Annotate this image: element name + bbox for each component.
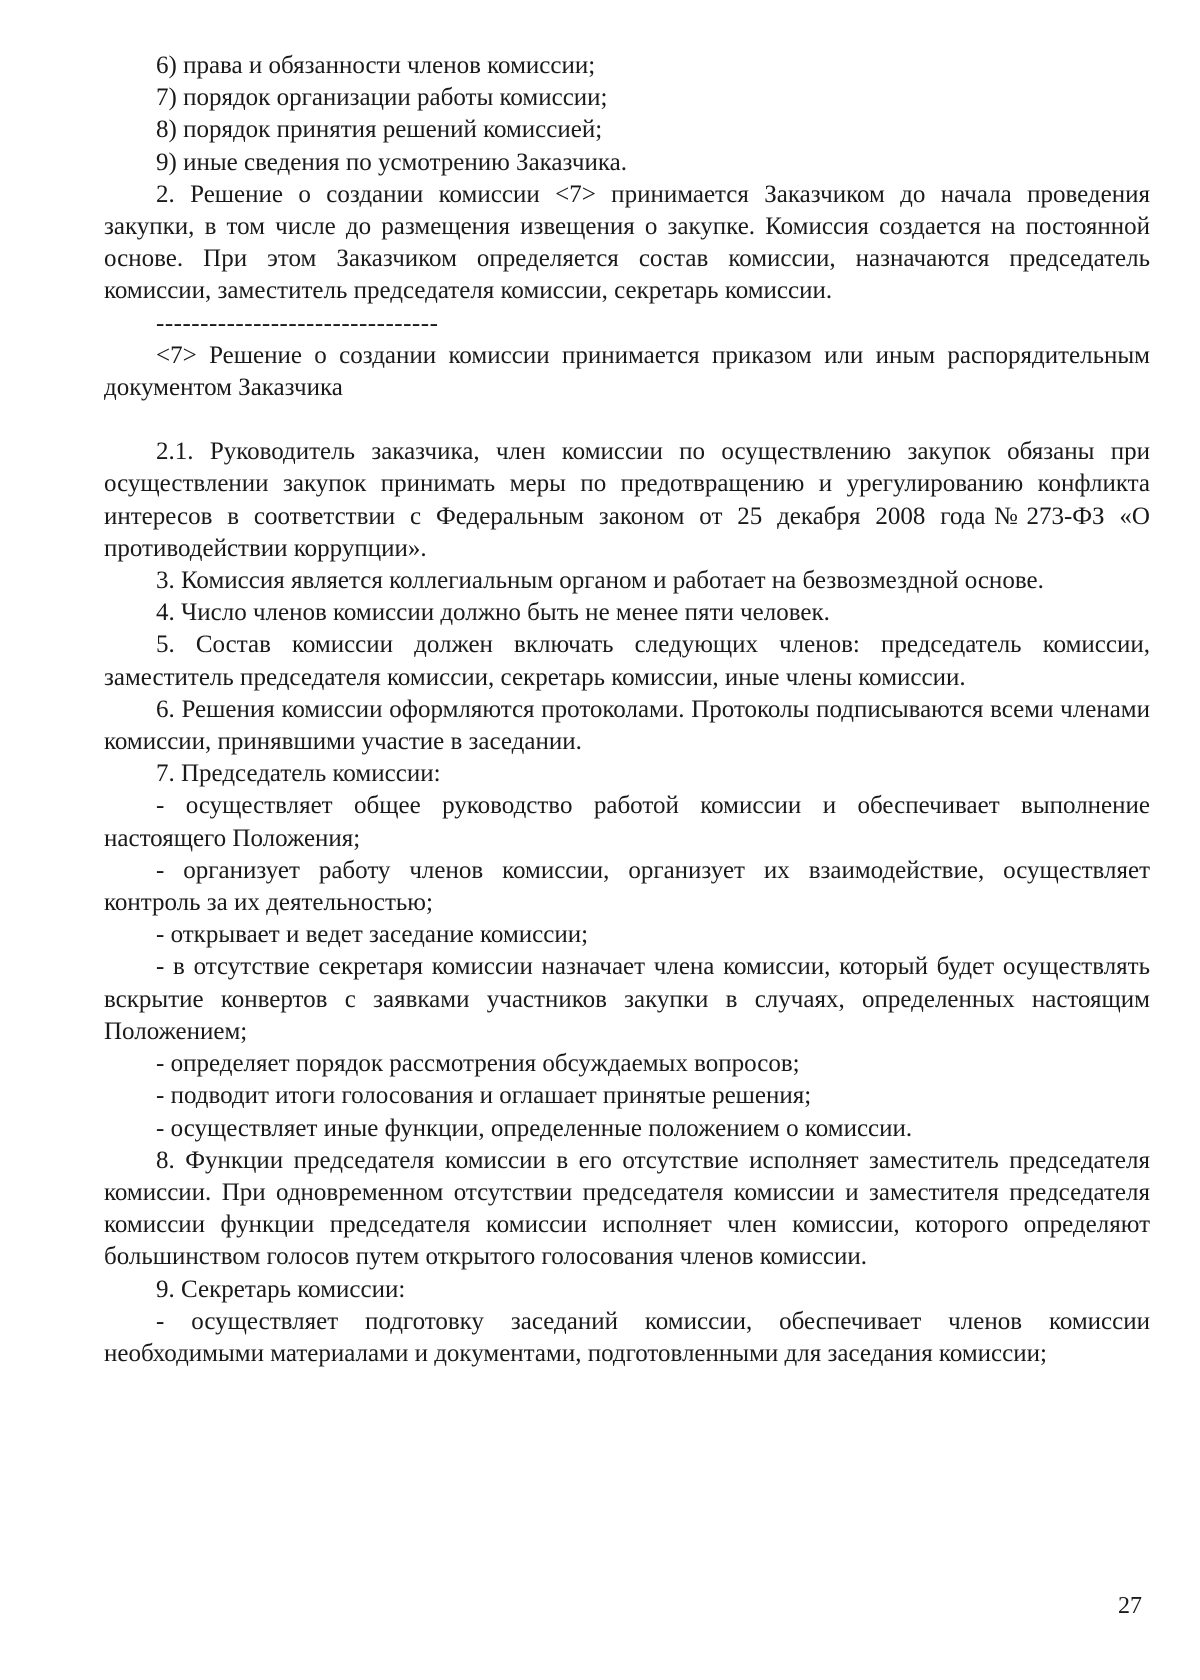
paragraph-9: 9. Секретарь комиссии: — [156, 1275, 406, 1303]
paragraph-4: 4. Число членов комиссии должно быть не менее пяти человек. — [156, 599, 830, 627]
paragraph-5: 5. Состав комиссии должен включать следующих членов: председатель комиссии, заместитель председателя комиссии, секретарь комиссии, иные члены комиссии. — [104, 631, 1150, 691]
secretary-duty-1: - осуществляет подготовку заседаний комиссии, обеспечивает членов комиссии необходимыми материалами и документами, подготовленными для заседания комиссии; — [104, 1307, 1150, 1367]
page-number: 27 — [1118, 1593, 1142, 1619]
paragraph-6: 6. Решения комиссии оформляются протоколами. Протоколы подписываются всеми членами комиссии, принявшими участие в заседании. — [104, 695, 1150, 756]
chair-duty-2: - организует работу членов комиссии, организует их взаимодействие, осуществляет контроль за их деятельностью; — [104, 856, 1150, 917]
paragraph-7: 7. Председатель комиссии: — [156, 760, 441, 788]
footnote-7: <7> Решение о создании комиссии принимается приказом или иным распорядительным документом Заказчика — [104, 341, 1150, 402]
list-item-6: 6) права и обязанности членов комиссии; — [156, 52, 596, 79]
document-body — [104, 50, 1150, 1370]
chair-duty-3: - открывает и ведет заседание комиссии; — [156, 921, 589, 949]
paragraph-8: 8. Функции председателя комиссии в его отсутствие исполняет заместитель председателя комиссии. При одновременном отсутствии председателя комиссии и заместителя председателя комиссии функции председателя комиссии исполняет член комиссии, которого определяют большинством голосов путем открытого голосования членов комиссии. — [104, 1146, 1150, 1271]
footnote-separator: -------------------------------- — [156, 309, 439, 337]
chair-duty-1: - осуществляет общее руководство работой комиссии и обеспечивает выполнение настоящего Положения; — [104, 792, 1150, 852]
paragraph-2: 2. Решение о создании комиссии <7> принимается Заказчиком до начала проведения закупки, в том числе до размещения извещения о закупке. Комиссия создается на постоянной основе. При этом Заказчиком определяется состав комиссии, назначаются председатель комиссии, заместитель председателя комиссии, секретарь комиссии. — [104, 180, 1150, 305]
list-item-7: 7) порядок организации работы комиссии; — [156, 84, 608, 112]
paragraph-2-1: 2.1. Руководитель заказчика, член комиссии по осуществлению закупок обязаны при осуществлении закупок принимать меры по предотвращению и урегулированию конфликта интересов в соответствии с Федеральным законом от 25 декабря 2008 года№273-ФЗ «О противодействии коррупции». — [104, 438, 1150, 562]
chair-duty-7: - осуществляет иные функции, определенные положением о комиссии. — [156, 1114, 913, 1142]
spacer — [104, 404, 1150, 436]
list-item-8: 8) порядок принятия решений комиссией; — [156, 116, 603, 144]
chair-duty-4: - в отсутствие секретаря комиссии назначает члена комиссии, который будет осуществлять вскрытие конвертов с заявками участников закупки в случаях, определенных настоящим Положением; — [104, 953, 1150, 1045]
chair-duty-6: - подводит итоги голосования и оглашает принятые решения; — [156, 1082, 812, 1110]
list-item-9: 9) иные сведения по усмотрению Заказчика. — [156, 148, 627, 176]
paragraph-3: 3. Комиссия является коллегиальным органом и работает на безвозмездной основе. — [156, 567, 1044, 595]
chair-duty-5: - определяет порядок рассмотрения обсуждаемых вопросов; — [156, 1050, 800, 1078]
